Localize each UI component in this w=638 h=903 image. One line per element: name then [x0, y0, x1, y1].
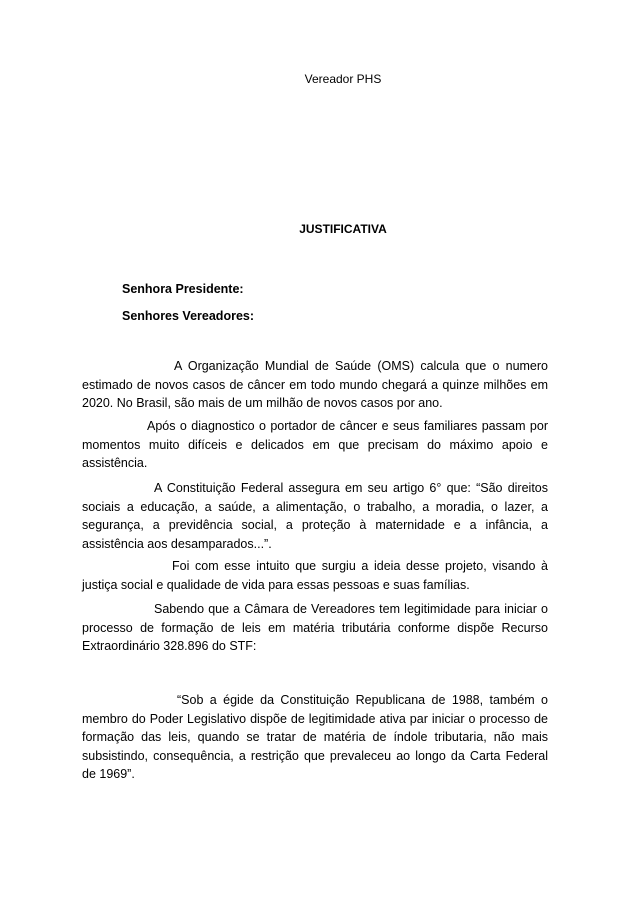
document-title: JUSTIFICATIVA	[299, 222, 387, 236]
paragraph-oms-text: A Organização Mundial de Saúde (OMS) calcula que o numero estimado de novos casos de câncer em todo mundo chegará a quinze milhões em 2020. No Brasil, são mais de um milhão de novos casos por ano.	[82, 359, 548, 411]
salutation-vereadores: Senhores Vereadores:	[122, 309, 255, 323]
paragraph-intuito-text: Foi com esse intuito que surgiu a ideia desse projeto, visando à justiça social e qualidade de vida para essas pessoas e suas famílias.	[82, 559, 548, 592]
paragraph-intuito	[82, 557, 548, 594]
quote-text: “Sob a égide da Constituição Republicana de 1988, também o membro do Poder Legislativo dispõe de legitimidade ativa par iniciar o processo de formação das leis, quando se tratar de matéria de índole tributaria, não mais subsistindo, consequência, a restrição que prevaleceu ao longo da Carta Federal de 1969”.	[82, 693, 548, 782]
paragraph-constituicao-text: A Constituição Federal assegura em seu artigo 6° que: “São direitos sociais a educação, a saúde, a alimentação, o trabalho, a moradia, o lazer, a segurança, a previdência social, a proteção à maternidade e a infância, a assistência aos desamparados...”.	[82, 481, 548, 551]
paragraph-oms	[82, 357, 548, 413]
paragraph-camara-text: Sabendo que a Câmara de Vereadores tem legitimidade para iniciar o processo de formação de leis em matéria tributária conforme dispõe Recurso Extraordinário 328.896 do STF:	[82, 602, 548, 654]
header-role: Vereador PHS	[304, 72, 382, 86]
quote-block	[82, 691, 548, 784]
paragraph-camara	[82, 600, 548, 656]
paragraph-diagnostico	[82, 417, 548, 473]
paragraph-diagnostico-text: Após o diagnostico o portador de câncer e seus familiares passam por momentos muito difíceis e delicados em que precisam do máximo apoio e assistência.	[82, 419, 548, 471]
paragraph-constituicao	[82, 479, 548, 553]
salutation-presidente: Senhora Presidente:	[122, 282, 244, 296]
